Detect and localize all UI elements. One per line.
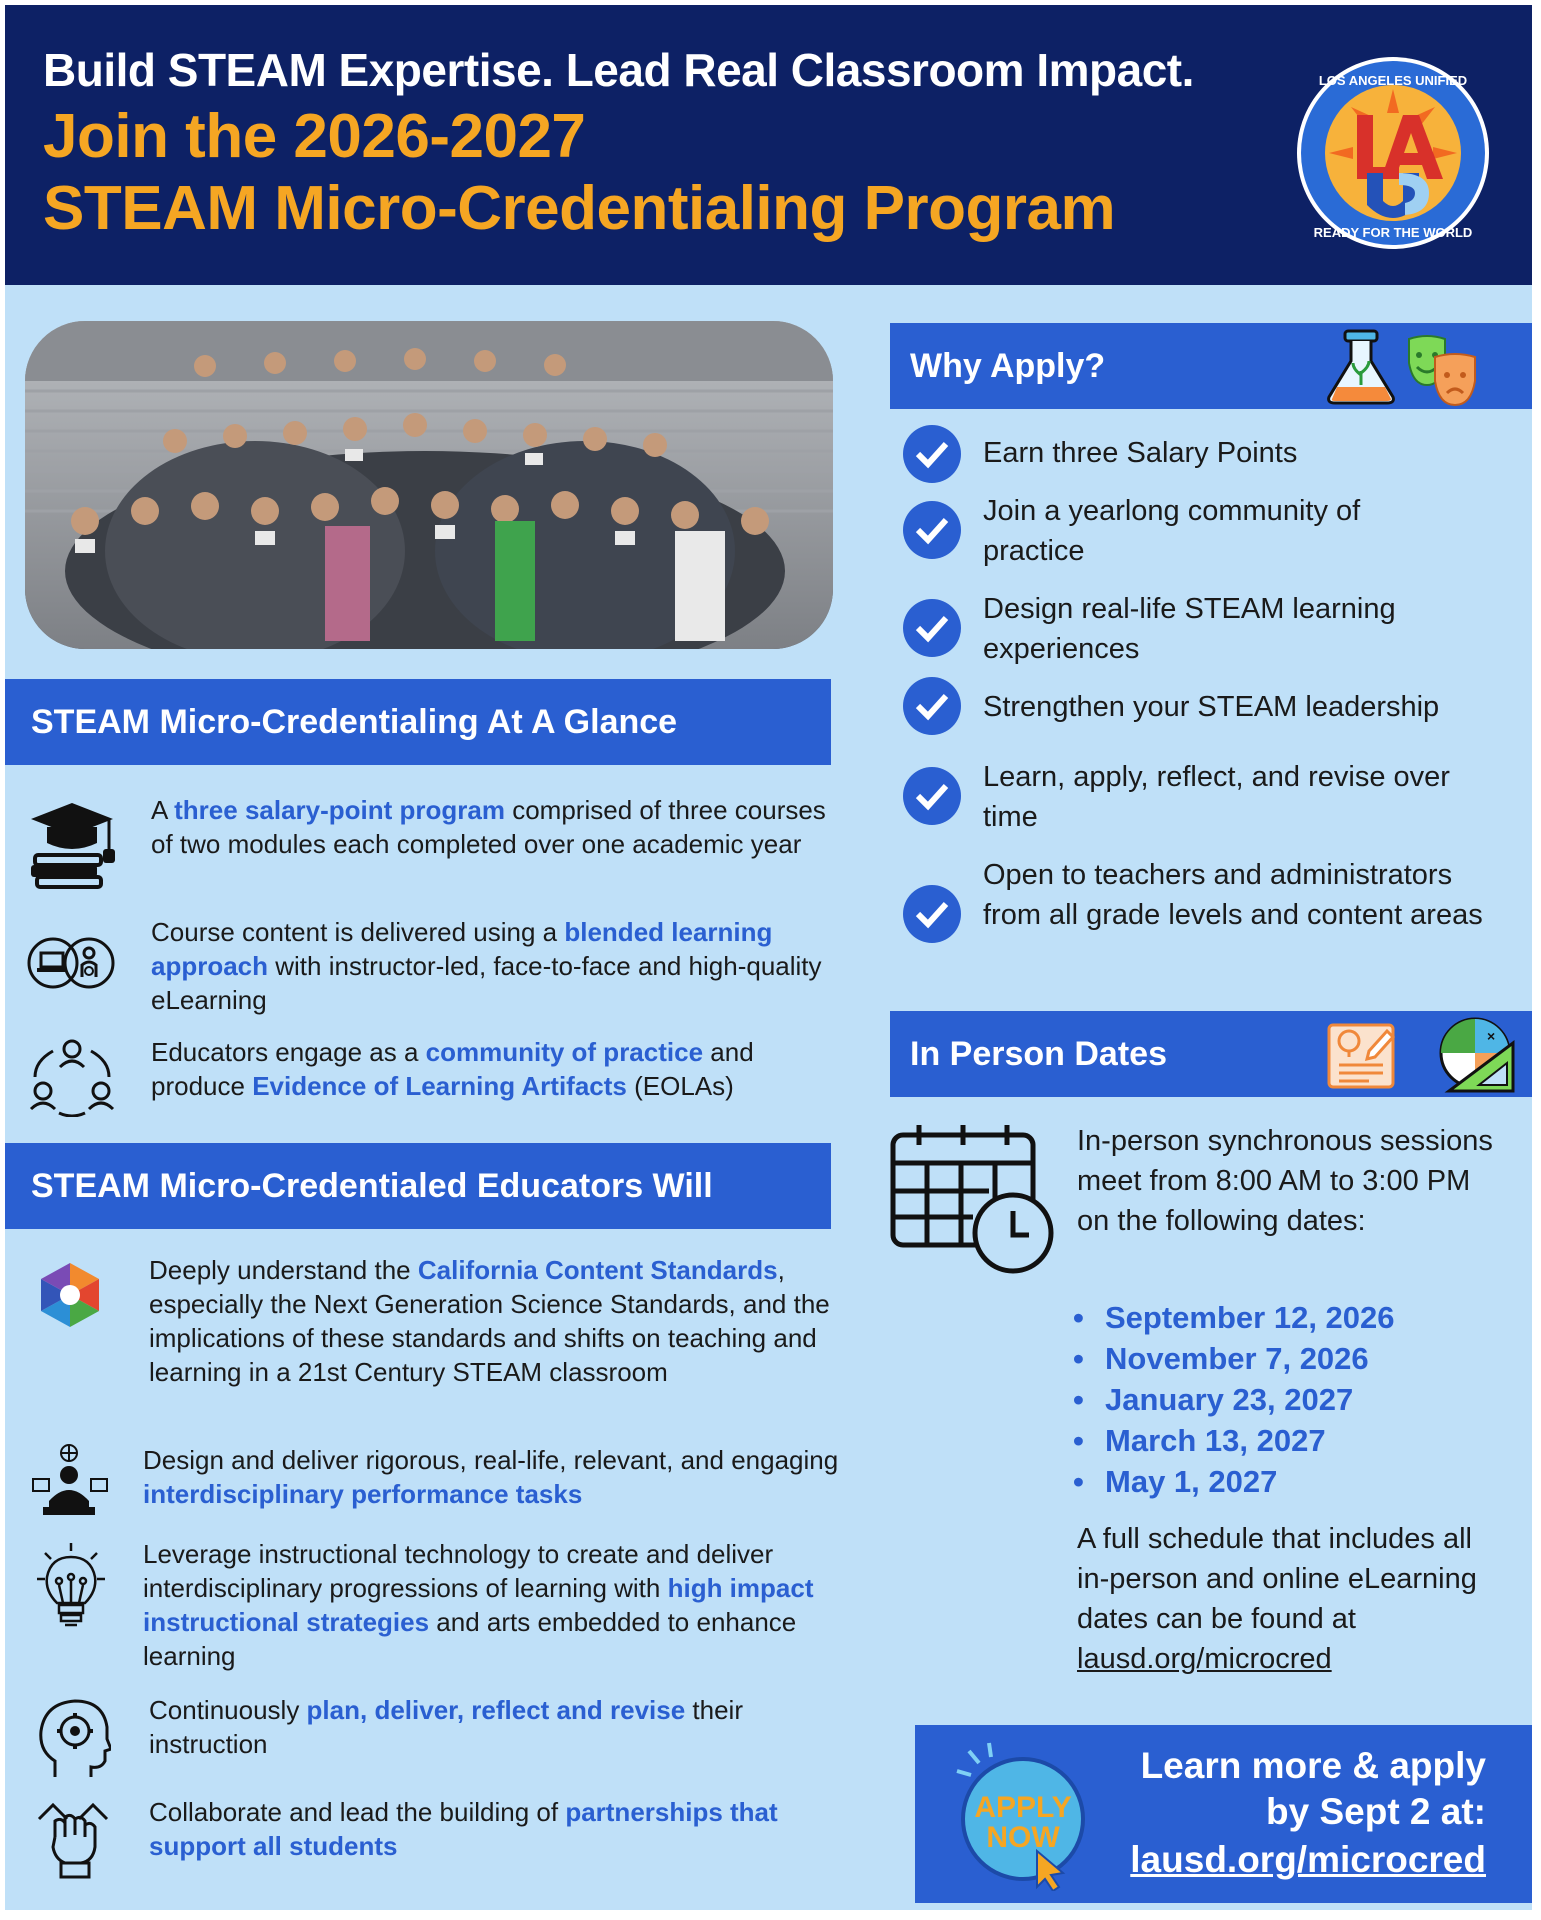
dates-section-header [890,1011,1532,1097]
dates-intro: In-person synchronous sessions meet from 8:00 AM to 3:00 PM on the following dates: [1077,1125,1493,1237]
header [5,5,1532,285]
educators-item-4: Continuously plan, deliver, reflect and revise their instruction [149,1695,743,1759]
check-icon [903,885,961,943]
educators-item-2: Design and deliver rigorous, real-life, relevant, and engaging interdisciplinary performance tasks [143,1445,839,1509]
blended-learning-icon [27,935,115,991]
community-cycle-icon [29,1035,115,1117]
apply-line2: by Sept 2 at: [1266,1791,1486,1832]
glance-item-3: Educators engage as a community of practice and produce Evidence of Learning Artifacts (EOLAs) [151,1037,754,1101]
lightbulb-circuit-icon [35,1541,107,1629]
date-item: • January 23, 2027 [1073,1379,1395,1420]
full-schedule-text: A full schedule that includes all in-person and online eLearning dates can be found at lausd.org/microcred [1077,1523,1477,1675]
apply-badge-line1: APPLY [974,1791,1072,1824]
standards-wheel-icon [35,1259,105,1331]
header-tagline: Build STEAM Expertise. Lead Real Classroom Impact. [43,44,1194,96]
date-item: • September 12, 2026 [1073,1297,1395,1338]
math-tools-icon [1437,1015,1517,1095]
calendar-clock-icon [889,1121,1055,1277]
date-list [1073,1297,1395,1502]
date-item: • March 13, 2027 [1073,1420,1395,1461]
educators-item-5: Collaborate and lead the building of partnerships that support all students [149,1797,778,1861]
logo-top-text: LOS ANGELES UNIFIED [1318,73,1468,88]
educators-section-header [5,1143,831,1229]
educators-title: STEAM Micro-Credentialed Educators Will [31,1166,713,1205]
beaker-flask-icon [1323,327,1399,407]
svg-text:×: × [1487,1028,1496,1044]
why-item-3: Design real-life STEAM learning experiences [983,593,1396,665]
educators-item-1: Deeply understand the California Content Standards, especially the Next Generation Science Standards, and the implications of these standards and shifts on teaching and learning in a 21st Century STEAM classroom [149,1255,830,1387]
theater-masks-icon [1405,333,1481,409]
idea-clipboard-icon [1325,1017,1397,1091]
date-item: • May 1, 2027 [1073,1461,1395,1502]
presenter-icon [29,1443,111,1519]
why-item-6: Open to teachers and administrators from all grade levels and content areas [983,859,1483,931]
glance-item-2: Course content is delivered using a blended learning approach with instructor-led, face-to-face and high-quality eLearning [151,917,822,1015]
why-item-2: Join a yearlong community of practice [983,495,1361,567]
schedule-link[interactable]: lausd.org/microcred [1077,1643,1332,1675]
apply-link[interactable]: lausd.org/microcred [1130,1839,1486,1880]
header-title-line1: Join the 2026-2027 [43,102,586,171]
apply-badge-line2: NOW [986,1821,1060,1854]
glance-item-1: A three salary-point program comprised of three courses of two modules each completed over one academic year [151,795,826,859]
date-item: • November 7, 2026 [1073,1338,1395,1379]
graduation-cap-books-icon [29,799,115,891]
why-title: Why Apply? [910,346,1106,385]
glance-section-header [5,679,831,765]
lausd-logo [1295,55,1491,251]
dates-title: In Person Dates [910,1034,1167,1073]
why-item-4: Strengthen your STEAM leadership [983,691,1440,723]
apply-callout [915,1725,1532,1903]
apply-now-badge-icon[interactable] [953,1741,1093,1891]
logo-bottom-text: READY FOR THE WORLD [1313,225,1473,240]
hands-together-icon [35,1797,111,1881]
glance-title: STEAM Micro-Credentialing At A Glance [31,702,678,741]
head-gear-icon [35,1697,111,1781]
check-icon [903,425,961,483]
check-icon [903,501,961,559]
check-icon [903,767,961,825]
check-icon [903,599,961,657]
educators-item-3: Leverage instructional technology to create and deliver interdisciplinary progressions of learning with high impact instructional strategies and arts embedded to enhance learning [143,1539,814,1671]
flyer-page [5,5,1532,1910]
why-item-5: Learn, apply, reflect, and revise over time [983,761,1450,833]
check-icon [903,677,961,735]
apply-line1: Learn more & apply [1140,1745,1486,1786]
why-item-1: Earn three Salary Points [983,437,1298,469]
group-photo [25,321,833,649]
header-title-line2: STEAM Micro-Credentialing Program [43,174,1116,243]
